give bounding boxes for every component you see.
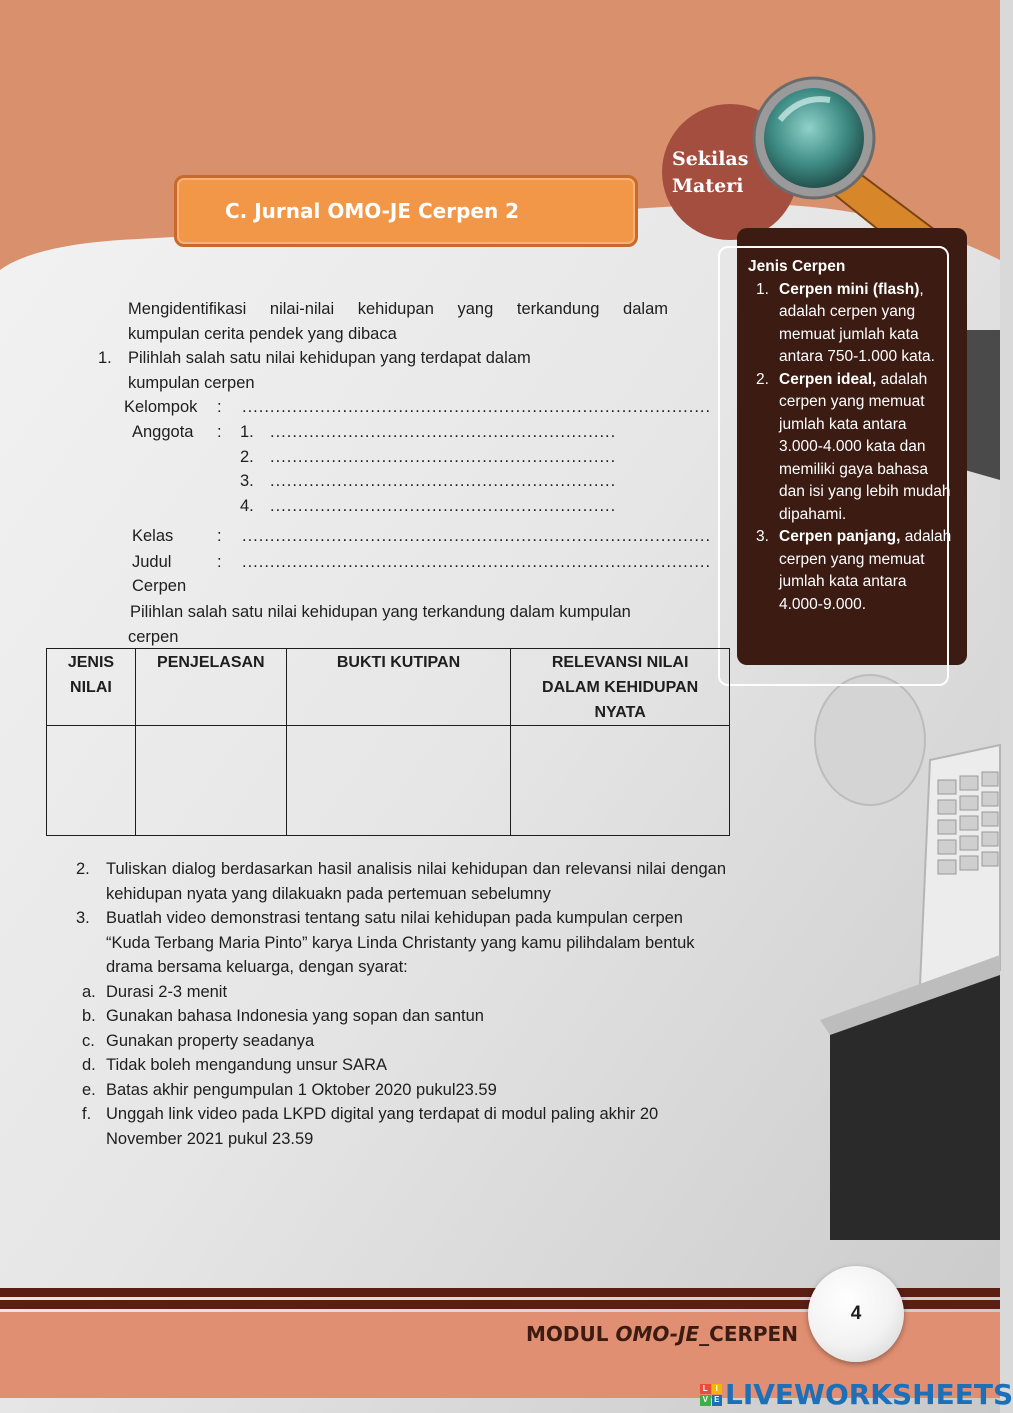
- requirement-text: Gunakan bahasa Indonesia yang sopan dan santun: [106, 1007, 484, 1025]
- intro-line-1: Mengidentifikasi nilai-nilai kehidupan yang terkandung dalam: [128, 300, 668, 318]
- materi-item-number: 1.: [756, 280, 769, 298]
- task-3-number: 3.: [76, 909, 90, 927]
- task-2-text: Tuliskan dialog berdasarkan hasil analisis nilai kehidupan dan relevansi nilai dengan kehidupan nyata yang dilakuakn pada pertemuan sebelumny: [106, 860, 726, 903]
- requirement-letter: b.: [82, 1007, 96, 1025]
- task-3-text: Buatlah video demonstrasi tentang satu nilai kehidupan pada kumpulan cerpen “Kuda Terbang Maria Pinto” karya Linda Christanty yang kamu pilihdalam bentuk drama bersama keluarga, dengan syarat:: [106, 909, 695, 976]
- materi-item-number: 2.: [756, 370, 769, 388]
- header-jenis-nilai: JENIS NILAI: [47, 649, 136, 726]
- kelas-field[interactable]: ....................................................................................: [242, 527, 712, 545]
- task-list: [72, 857, 726, 1151]
- materi-list: [748, 279, 953, 617]
- kelompok-colon: :: [217, 398, 222, 416]
- task-2: [72, 857, 726, 906]
- page-number: 4: [808, 1266, 904, 1362]
- task-1-number: 1.: [98, 349, 112, 367]
- requirement-text: Batas akhir pengumpulan 1 Oktober 2020 pukul23.59: [106, 1080, 497, 1099]
- cell-jenis-nilai[interactable]: [47, 726, 136, 836]
- requirement-text: Tidak boleh mengandung unsur SARA: [106, 1056, 387, 1074]
- requirement-item: [72, 980, 726, 1005]
- module-name: OMO-JE: [615, 1322, 700, 1346]
- member-field[interactable]: ..............................................................: [270, 497, 617, 515]
- judul-field[interactable]: ....................................................................................: [242, 553, 712, 571]
- header-penjelasan: PENJELASAN: [135, 649, 286, 726]
- brand-text: LIVEWORKSHEETS: [725, 1378, 1013, 1411]
- sekilas-materi-badge: [672, 146, 748, 200]
- task-1: [98, 346, 658, 395]
- kelas-label: Kelas: [132, 527, 174, 545]
- task-1-line-2: kumpulan cerpen: [128, 373, 255, 392]
- judul-label: Judul: [132, 553, 172, 571]
- kelas-colon: :: [217, 527, 222, 545]
- cell-penjelasan[interactable]: [135, 726, 286, 836]
- task-1-line-1: Pilihlah salah satu nilai kehidupan yang terdapat dalam: [128, 349, 531, 367]
- table-intro-line-1: Pilihlan salah satu nilai kehidupan yang terkandung dalam kumpulan: [130, 603, 631, 621]
- header-relevansi: RELEVANSI NILAI DALAM KEHIDUPAN NYATA: [511, 649, 730, 726]
- liveworksheets-logo-icon: [700, 1384, 722, 1406]
- materi-item: [748, 279, 953, 369]
- logo-letter: V: [700, 1395, 711, 1406]
- cell-bukti-kutipan[interactable]: [286, 726, 511, 836]
- requirement-text: Unggah link video pada LKPD digital yang terdapat di modul paling akhir 20 November 2021 pukul 23.59: [106, 1105, 659, 1148]
- member-field[interactable]: ..............................................................: [270, 423, 617, 441]
- badge-line-1: Sekilas: [672, 148, 749, 170]
- module-suffix: _CERPEN: [699, 1322, 798, 1346]
- logo-letter: E: [712, 1395, 723, 1406]
- materi-item-term: Cerpen panjang,: [779, 528, 901, 545]
- requirement-item: [72, 1004, 726, 1029]
- logo-letter: L: [700, 1384, 711, 1395]
- member-field[interactable]: ..............................................................: [270, 448, 617, 466]
- materi-item: [748, 369, 953, 527]
- nilai-table: [46, 648, 730, 836]
- table-header-row: [47, 649, 730, 726]
- member-number: 3.: [240, 472, 254, 490]
- materi-item-number: 3.: [756, 528, 769, 545]
- materi-item-term: Cerpen ideal,: [779, 370, 877, 388]
- materi-item-term: Cerpen mini (flash): [779, 280, 920, 298]
- logo-letter: I: [712, 1384, 723, 1395]
- requirement-text: Durasi 2-3 menit: [106, 982, 228, 1001]
- badge-line-2: Materi: [672, 175, 744, 197]
- requirement-letter: c.: [82, 1031, 95, 1050]
- requirement-letter: a.: [82, 982, 96, 1001]
- cell-relevansi[interactable]: [511, 726, 730, 836]
- requirement-item: [72, 1029, 726, 1054]
- intro-paragraph: [128, 297, 668, 346]
- header-bukti-kutipan: BUKTI KUTIPAN: [286, 649, 511, 726]
- table-row: [47, 726, 730, 836]
- section-header: [174, 175, 638, 247]
- section-title: C. Jurnal OMO-JE Cerpen 2: [225, 199, 520, 223]
- materi-title: Jenis Cerpen: [748, 258, 846, 275]
- judul-colon: :: [217, 553, 222, 571]
- requirement-item: [72, 1053, 726, 1078]
- liveworksheets-brand[interactable]: [700, 1378, 1013, 1411]
- intro-line-2: kumpulan cerita pendek yang dibaca: [128, 324, 397, 343]
- requirement-text: Gunakan property seadanya: [106, 1031, 315, 1050]
- table-intro-line-2: cerpen: [128, 627, 179, 646]
- table-intro: [130, 600, 710, 649]
- requirement-item: [72, 1078, 726, 1103]
- task-2-number: 2.: [76, 860, 90, 878]
- anggota-label: Anggota: [132, 423, 194, 441]
- requirement-letter: d.: [82, 1056, 96, 1074]
- member-number: 2.: [240, 448, 254, 466]
- materi-item: [748, 526, 953, 616]
- kelompok-field[interactable]: ....................................................................................: [242, 398, 712, 416]
- member-number: 1.: [240, 423, 254, 441]
- cerpen-label: Cerpen: [132, 577, 187, 595]
- requirement-letter: f.: [82, 1105, 92, 1123]
- anggota-colon: :: [217, 423, 222, 441]
- requirement-item: [72, 1102, 726, 1151]
- task-3: [72, 906, 726, 980]
- requirement-letter: e.: [82, 1080, 96, 1099]
- module-prefix: MODUL: [526, 1322, 616, 1346]
- module-title: [526, 1322, 798, 1346]
- materi-item-text: adalah cerpen yang memuat jumlah kata antara 4.000-9.000.: [779, 528, 952, 613]
- materi-content: [748, 256, 953, 616]
- member-number: 4.: [240, 497, 254, 515]
- materi-item-text: adalah cerpen yang memuat jumlah kata antara 3.000-4.000 kata dan memiliki gaya bahasa dan isi yang lebih mudah dipahami.: [779, 370, 951, 523]
- materi-item-text: , adalah cerpen yang memuat jumlah kata antara 750-1.000 kata.: [779, 280, 935, 365]
- kelompok-label: Kelompok: [124, 398, 198, 416]
- member-field[interactable]: ..............................................................: [270, 472, 617, 490]
